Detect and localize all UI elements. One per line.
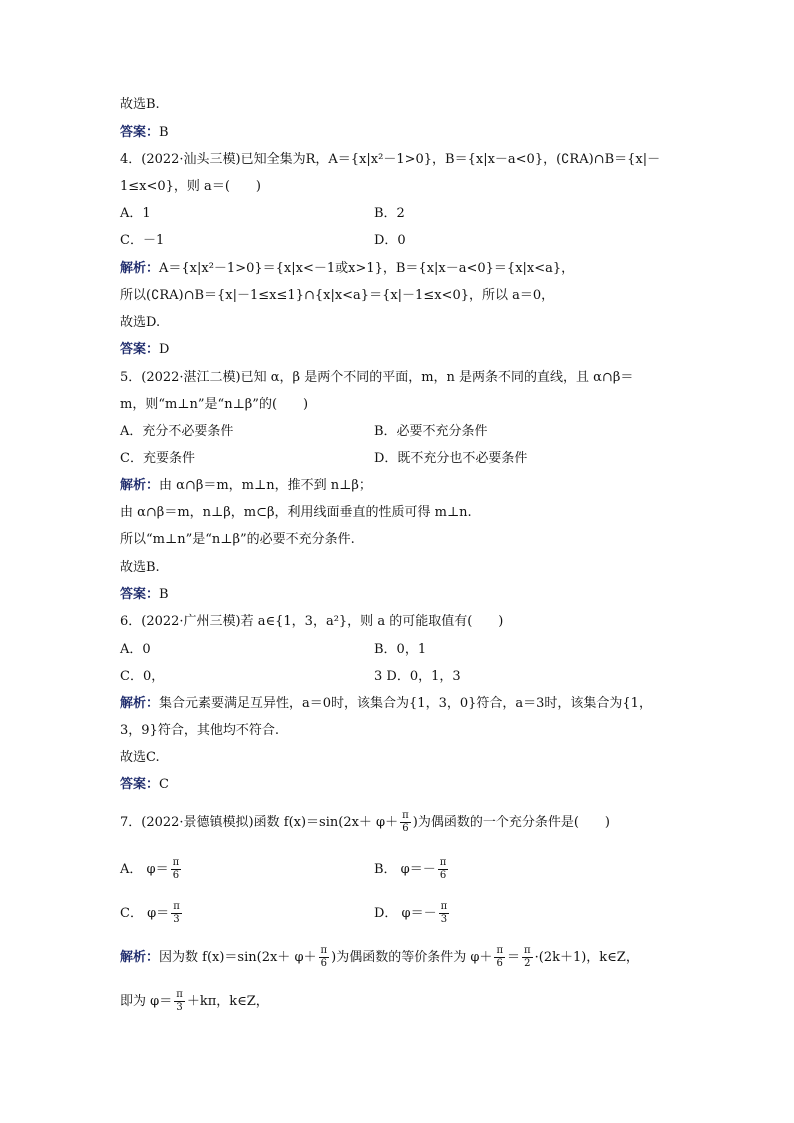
answer-label: 答案： — [120, 587, 160, 602]
q5-explanation: 所以“m⊥n”是“n⊥β”的必要不充分条件. — [120, 532, 355, 547]
answer-value: C — [159, 777, 169, 792]
q4-option-d: D．0 — [374, 233, 406, 248]
q5-option-c: C．充要条件 — [120, 451, 195, 466]
fraction-denominator: 3 — [176, 1002, 183, 1013]
explanation-text: ·(2k＋1)，k∈Z， — [534, 950, 639, 965]
fraction-numerator: π — [176, 989, 183, 1000]
fraction-pi-over-3 — [174, 989, 185, 1014]
explanation-label: 解析： — [120, 478, 160, 493]
q4-explanation: 所以(∁RA)∩B＝{x|－1≤x≤1}∩{x|x<a}＝{x|－1≤x<0}，所以 a＝0， — [120, 288, 555, 303]
fraction-numerator: π — [402, 810, 409, 821]
q7-option-c — [120, 901, 184, 926]
fraction-numerator: π — [440, 901, 448, 912]
fraction-numerator: π — [320, 945, 328, 956]
q6-explanation: 3，9}符合，其他均不符合. — [120, 723, 279, 738]
option-text: C． φ＝ — [120, 906, 170, 921]
explanation-text: A＝{x|x²－1>0}＝{x|x<－1或x>1}，B＝{x|x－a<0}＝{x|x<a}， — [159, 261, 575, 276]
fraction-pi-over-6 — [494, 945, 505, 970]
option-text: B． φ＝－ — [374, 862, 436, 877]
explanation-label: 解析： — [120, 696, 160, 711]
fraction-denominator: 6 — [320, 958, 328, 969]
q4-option-a: A．1 — [120, 206, 151, 221]
q7-explanation — [120, 945, 639, 970]
fraction-numerator: π — [439, 857, 447, 868]
explanation-label: 解析： — [120, 261, 160, 276]
answer-line — [120, 341, 169, 359]
fraction-denominator: 6 — [402, 823, 409, 834]
fraction-numerator: π — [172, 857, 180, 868]
q6-option-c: C．0， — [120, 669, 165, 684]
fraction-numerator: π — [496, 945, 504, 956]
fraction-pi-over-6 — [438, 857, 449, 882]
answer-line — [120, 586, 169, 604]
q7-stem-text: 7．(2022·景德镇模拟)函数 f(x)＝sin(2x＋ φ＋ — [120, 815, 399, 830]
q6-option-b: B．0，1 — [374, 642, 427, 657]
q4-stem: 1≤x<0}，则 a＝( ) — [120, 179, 261, 194]
answer-label: 答案： — [120, 342, 160, 357]
q7-stem-text: )为偶函数的一个充分条件是( ) — [412, 815, 610, 830]
fraction-numerator: π — [173, 901, 180, 912]
q5-stem: m，则“m⊥n”是“n⊥β”的( ) — [120, 397, 309, 412]
answer-line — [120, 776, 169, 794]
fraction-denominator: 3 — [440, 914, 448, 925]
fraction-denominator: 6 — [172, 870, 180, 881]
q7-option-a — [120, 857, 183, 882]
answer-value: B — [159, 125, 169, 140]
answer-value: B — [159, 587, 169, 602]
text-line: 故选B. — [120, 97, 160, 112]
fraction-pi-over-3 — [439, 901, 450, 926]
q6-option-d: 3 D．0，1，3 — [374, 669, 461, 684]
q4-explanation — [120, 260, 574, 278]
q7-option-b — [374, 857, 450, 882]
answer-line — [120, 124, 169, 142]
fraction-denominator: 3 — [173, 914, 180, 925]
q5-explanation — [120, 477, 372, 495]
answer-label: 答案： — [120, 777, 160, 792]
fraction-pi-over-3 — [171, 901, 182, 926]
fraction-pi-over-6 — [319, 945, 330, 970]
fraction-numerator: π — [524, 945, 531, 956]
explanation-text: )为偶函数的等价条件为 φ＋ — [331, 950, 493, 965]
explanation-text: 因为数 f(x)＝sin(2x＋ φ＋ — [159, 950, 317, 965]
fraction-denominator: 6 — [496, 958, 503, 969]
fraction-pi-over-6 — [400, 810, 411, 835]
fraction-pi-over-6 — [171, 857, 182, 882]
option-text: D． φ＝－ — [374, 906, 437, 921]
explanation-label: 解析： — [120, 950, 160, 965]
q5-option-d: D．既不充分也不必要条件 — [374, 451, 528, 466]
fraction-denominator: 2 — [524, 958, 531, 969]
q4-stem: 4．(2022·汕头三模)已知全集为R，A＝{x|x²－1>0}，B＝{x|x－a<0}，(∁RA)∩B＝{x|－ — [120, 152, 661, 167]
explanation-text: 即为 φ＝ — [120, 994, 173, 1009]
q4-option-c: C．－1 — [120, 233, 165, 248]
q5-option-a: A．充分不必要条件 — [120, 424, 234, 439]
q6-option-a: A．0 — [120, 642, 151, 657]
q5-explanation: 由 α∩β＝m，n⊥β，m⊂β，利用线面垂直的性质可得 m⊥n. — [120, 505, 472, 520]
q4-option-b: B．2 — [374, 206, 405, 221]
q6-stem: 6．(2022·广州三模)若 a∈{1，3，a²}，则 a 的可能取值有( ) — [120, 614, 504, 629]
answer-label: 答案： — [120, 125, 160, 140]
q7-explanation — [120, 989, 269, 1014]
q6-explanation — [120, 695, 652, 713]
explanation-text: ＋kπ，k∈Z， — [186, 994, 269, 1009]
q7-stem — [120, 810, 610, 835]
fraction-pi-over-2 — [522, 945, 533, 970]
q5-stem: 5．(2022·湛江二模)已知 α，β 是两个不同的平面，m，n 是两条不同的直线，且 α∩β＝ — [120, 370, 634, 385]
select-line: 故选D. — [120, 315, 161, 330]
select-line: 故选B. — [120, 560, 160, 575]
option-text: A． φ＝ — [120, 862, 169, 877]
explanation-text: 集合元素要满足互异性，a＝0时，该集合为{1，3，0}符合，a＝3时，该集合为{1， — [159, 696, 652, 711]
explanation-text: 由 α∩β＝m，m⊥n，推不到 n⊥β； — [159, 478, 372, 493]
select-line: 故选C. — [120, 750, 160, 765]
answer-value: D — [159, 342, 170, 357]
q5-option-b: B．必要不充分条件 — [374, 424, 488, 439]
fraction-denominator: 6 — [439, 870, 447, 881]
explanation-text: ＝ — [507, 950, 521, 965]
q7-option-d — [374, 901, 451, 926]
